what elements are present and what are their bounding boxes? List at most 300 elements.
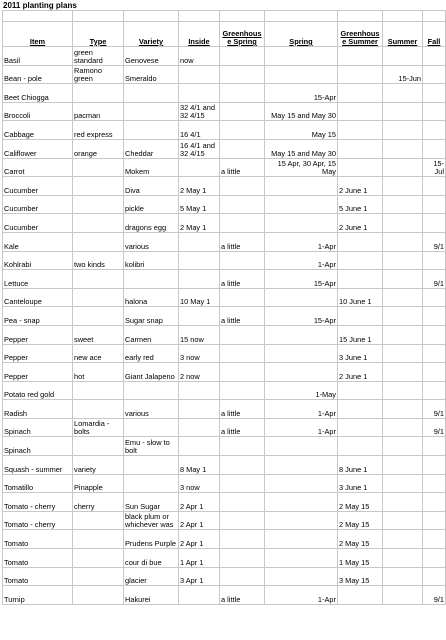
table-cell[interactable] [383, 325, 423, 344]
table-cell[interactable]: hot [73, 363, 124, 382]
table-cell[interactable] [338, 307, 383, 326]
table-cell[interactable]: variety [73, 456, 124, 475]
table-cell[interactable] [383, 418, 423, 437]
table-cell[interactable]: new ace [73, 344, 124, 363]
table-cell[interactable]: Emu - slow to bolt [124, 437, 179, 456]
table-cell[interactable]: Cucumber [3, 214, 73, 233]
table-cell[interactable]: 3 now [179, 344, 220, 363]
table-cell[interactable]: Prudens Purple [124, 530, 179, 549]
table-cell[interactable]: 1-Apr [265, 418, 338, 437]
table-row [3, 251, 446, 270]
table-cell[interactable] [73, 530, 124, 549]
table-cell[interactable] [73, 567, 124, 586]
table-cell[interactable] [179, 437, 220, 456]
table-cell[interactable] [338, 437, 383, 456]
table-cell[interactable]: a little [220, 586, 265, 605]
table-cell[interactable] [265, 65, 338, 84]
column-header[interactable]: Fall [423, 22, 446, 47]
table-cell[interactable] [423, 549, 446, 568]
table-cell[interactable] [220, 177, 265, 196]
table-cell[interactable] [220, 102, 265, 121]
table-cell[interactable]: 8 June 1 [338, 456, 383, 475]
table-cell[interactable] [423, 288, 446, 307]
table-cell[interactable]: Spinach [3, 418, 73, 437]
table-cell[interactable] [383, 344, 423, 363]
table-cell[interactable] [220, 195, 265, 214]
table-cell[interactable] [220, 567, 265, 586]
table-cell[interactable]: 9/1 [423, 270, 446, 289]
table-cell[interactable] [73, 158, 124, 177]
table-cell[interactable]: 3 Apr 1 [179, 567, 220, 586]
table-cell[interactable]: Carmen [124, 325, 179, 344]
table-cell[interactable]: 9/1 [423, 586, 446, 605]
table-cell[interactable] [383, 288, 423, 307]
table-cell[interactable] [73, 400, 124, 419]
table-cell[interactable] [383, 549, 423, 568]
table-cell[interactable]: May 15 and May 30 [265, 139, 338, 158]
table-cell[interactable] [383, 437, 423, 456]
table-cell[interactable] [338, 47, 383, 66]
table-cell[interactable] [265, 437, 338, 456]
table-cell[interactable]: sweet [73, 325, 124, 344]
table-cell[interactable] [73, 586, 124, 605]
table-cell[interactable]: Pinapple [73, 474, 124, 493]
table-cell[interactable]: Cucumber [3, 177, 73, 196]
table-cell[interactable]: a little [220, 400, 265, 419]
table-cell[interactable]: 1-Apr [265, 251, 338, 270]
table-cell[interactable]: 15 Apr, 30 Apr, 15 May [265, 158, 338, 177]
table-cell[interactable] [73, 437, 124, 456]
table-cell[interactable] [423, 567, 446, 586]
table-cell[interactable] [338, 400, 383, 419]
table-cell[interactable] [423, 47, 446, 66]
table-cell[interactable] [265, 530, 338, 549]
table-row [3, 195, 446, 214]
table-cell[interactable] [179, 65, 220, 84]
table-cell[interactable] [265, 214, 338, 233]
table-cell[interactable]: Tomato - cherry [3, 511, 73, 530]
table-cell[interactable] [265, 549, 338, 568]
table-cell[interactable]: Sun Sugar [124, 493, 179, 512]
table-cell[interactable]: 2 May 15 [338, 511, 383, 530]
table-cell[interactable]: 15 June 1 [338, 325, 383, 344]
table-cell[interactable]: Canteloupe [3, 288, 73, 307]
table-cell[interactable] [383, 567, 423, 586]
table-cell[interactable] [220, 214, 265, 233]
table-cell[interactable] [265, 177, 338, 196]
table-cell[interactable]: 1-Apr [265, 232, 338, 251]
table-cell[interactable]: 15-Apr [265, 84, 338, 103]
table-cell[interactable]: 9/1 [423, 232, 446, 251]
table-cell[interactable]: dragons egg [124, 214, 179, 233]
table-cell[interactable] [383, 493, 423, 512]
table-cell[interactable] [423, 102, 446, 121]
table-cell[interactable] [220, 344, 265, 363]
table-cell[interactable] [423, 214, 446, 233]
table-cell[interactable] [383, 177, 423, 196]
table-cell[interactable] [73, 177, 124, 196]
table-cell[interactable] [73, 381, 124, 400]
table-cell[interactable] [383, 307, 423, 326]
table-cell[interactable]: pacman [73, 102, 124, 121]
empty-cell[interactable] [124, 11, 179, 22]
table-row [3, 567, 446, 586]
table-cell[interactable] [220, 325, 265, 344]
table-cell[interactable] [423, 381, 446, 400]
table-cell[interactable]: 3 now [179, 474, 220, 493]
table-cell[interactable] [265, 325, 338, 344]
table-cell[interactable]: Lomardia -bolts [73, 418, 124, 437]
table-row [3, 307, 446, 326]
table-cell[interactable]: 1-May [265, 381, 338, 400]
table-cell[interactable]: 32 4/1 and 32 4/15 [179, 102, 220, 121]
table-cell[interactable]: 2 June 1 [338, 177, 383, 196]
table-cell[interactable] [220, 511, 265, 530]
table-cell[interactable]: Radish [3, 400, 73, 419]
table-cell[interactable] [179, 232, 220, 251]
table-cell[interactable] [383, 586, 423, 605]
table-row [3, 586, 446, 605]
table-cell[interactable] [265, 493, 338, 512]
table-cell[interactable] [220, 65, 265, 84]
table-cell[interactable] [338, 65, 383, 84]
column-header[interactable]: Inside [179, 22, 220, 47]
table-cell[interactable]: Kale [3, 232, 73, 251]
table-cell[interactable] [383, 84, 423, 103]
table-cell[interactable] [338, 418, 383, 437]
table-cell[interactable] [423, 84, 446, 103]
table-cell[interactable]: Cheddar [124, 139, 179, 158]
table-cell[interactable]: kolibri [124, 251, 179, 270]
table-cell[interactable]: 10 June 1 [338, 288, 383, 307]
table-cell[interactable]: 5 May 1 [179, 195, 220, 214]
table-cell[interactable] [73, 511, 124, 530]
table-cell[interactable] [265, 363, 338, 382]
table-cell[interactable] [423, 307, 446, 326]
table-cell[interactable] [383, 363, 423, 382]
table-cell[interactable] [338, 121, 383, 140]
table-cell[interactable]: two kinds [73, 251, 124, 270]
table-row [3, 511, 446, 530]
table-cell[interactable]: early red [124, 344, 179, 363]
table-cell[interactable]: Kohlrabi [3, 251, 73, 270]
table-cell[interactable] [423, 177, 446, 196]
table-cell[interactable]: 1-Apr [265, 400, 338, 419]
table-cell[interactable] [338, 270, 383, 289]
table-cell[interactable] [383, 47, 423, 66]
table-cell[interactable]: Lettuce [3, 270, 73, 289]
table-cell[interactable] [220, 493, 265, 512]
table-cell[interactable] [220, 381, 265, 400]
table-cell[interactable] [423, 195, 446, 214]
table-cell[interactable] [338, 232, 383, 251]
table-cell[interactable] [265, 47, 338, 66]
table-cell[interactable] [423, 251, 446, 270]
table-cell[interactable]: 2 May 15 [338, 530, 383, 549]
planting-table [2, 10, 446, 605]
table-cell[interactable] [338, 84, 383, 103]
table-cell[interactable]: Tomato [3, 530, 73, 549]
table-cell[interactable] [383, 251, 423, 270]
table-cell[interactable]: pickle [124, 195, 179, 214]
table-cell[interactable] [383, 456, 423, 475]
table-cell[interactable] [220, 251, 265, 270]
table-cell[interactable] [338, 102, 383, 121]
table-cell[interactable]: green standard [73, 47, 124, 66]
table-cell[interactable] [220, 456, 265, 475]
table-cell[interactable]: 9/1 [423, 418, 446, 437]
table-cell[interactable] [220, 363, 265, 382]
table-cell[interactable]: 2 now [179, 363, 220, 382]
table-cell[interactable] [265, 288, 338, 307]
table-cell[interactable] [179, 307, 220, 326]
table-cell[interactable] [124, 474, 179, 493]
table-cell[interactable]: 1 May 15 [338, 549, 383, 568]
table-cell[interactable] [423, 325, 446, 344]
table-cell[interactable] [265, 474, 338, 493]
table-row [3, 139, 446, 158]
table-cell[interactable]: 15-Jul [423, 158, 446, 177]
table-cell[interactable]: Giant Jalapeno [124, 363, 179, 382]
table-cell[interactable] [220, 121, 265, 140]
table-row [3, 232, 446, 251]
table-cell[interactable] [383, 400, 423, 419]
table-cell[interactable] [220, 47, 265, 66]
table-cell[interactable] [383, 511, 423, 530]
empty-cell[interactable] [383, 11, 423, 22]
table-cell[interactable] [383, 530, 423, 549]
table-cell[interactable]: Genovese [124, 47, 179, 66]
table-cell[interactable]: 16 4/1 and 32 4/15 [179, 139, 220, 158]
table-cell[interactable] [423, 474, 446, 493]
table-cell[interactable] [423, 139, 446, 158]
table-cell[interactable]: now [179, 47, 220, 66]
table-cell[interactable] [124, 456, 179, 475]
table-cell[interactable]: Pea - snap [3, 307, 73, 326]
table-cell[interactable] [383, 214, 423, 233]
table-cell[interactable]: 2 May 1 [179, 177, 220, 196]
column-header[interactable]: Greenhouse Spring [220, 22, 265, 47]
table-cell[interactable] [338, 139, 383, 158]
table-cell[interactable] [124, 102, 179, 121]
table-cell[interactable] [423, 437, 446, 456]
table-cell[interactable] [124, 418, 179, 437]
table-cell[interactable]: 5 June 1 [338, 195, 383, 214]
table-cell[interactable] [265, 195, 338, 214]
table-cell[interactable] [179, 381, 220, 400]
table-cell[interactable]: Cabbage [3, 121, 73, 140]
table-cell[interactable] [179, 84, 220, 103]
table-cell[interactable]: 3 June 1 [338, 474, 383, 493]
table-cell[interactable]: Cucumber [3, 195, 73, 214]
table-cell[interactable]: black plum or whichever was [124, 511, 179, 530]
table-cell[interactable] [423, 530, 446, 549]
table-cell[interactable]: 2 June 1 [338, 363, 383, 382]
table-cell[interactable] [73, 195, 124, 214]
table-cell[interactable] [423, 344, 446, 363]
table-cell[interactable]: Basil [3, 47, 73, 66]
table-cell[interactable]: 2 June 1 [338, 214, 383, 233]
table-cell[interactable]: 10 May 1 [179, 288, 220, 307]
table-cell[interactable] [220, 139, 265, 158]
table-cell[interactable]: halona [124, 288, 179, 307]
table-cell[interactable] [265, 567, 338, 586]
table-cell[interactable]: Potato red gold [3, 381, 73, 400]
table-cell[interactable] [338, 586, 383, 605]
table-cell[interactable] [383, 381, 423, 400]
empty-cell[interactable] [265, 11, 338, 22]
table-cell[interactable] [265, 456, 338, 475]
table-cell[interactable] [124, 121, 179, 140]
table-cell[interactable]: Tomatillo [3, 474, 73, 493]
table-cell[interactable]: 15-Apr [265, 307, 338, 326]
table-cell[interactable] [220, 530, 265, 549]
table-cell[interactable] [220, 549, 265, 568]
table-cell[interactable] [265, 344, 338, 363]
table-cell[interactable]: Sugar snap [124, 307, 179, 326]
table-cell[interactable] [265, 511, 338, 530]
empty-cell[interactable] [220, 11, 265, 22]
table-cell[interactable] [423, 511, 446, 530]
table-cell[interactable]: red express [73, 121, 124, 140]
table-cell[interactable] [220, 474, 265, 493]
table-cell[interactable] [73, 288, 124, 307]
table-cell[interactable] [383, 270, 423, 289]
table-cell[interactable]: Smeraldo [124, 65, 179, 84]
table-cell[interactable]: 3 June 1 [338, 344, 383, 363]
table-cell[interactable] [220, 84, 265, 103]
table-cell[interactable]: a little [220, 158, 265, 177]
table-cell[interactable]: Broccoli [3, 102, 73, 121]
table-cell[interactable]: May 15 [265, 121, 338, 140]
empty-cell[interactable] [423, 11, 446, 22]
table-cell[interactable] [179, 270, 220, 289]
table-cell[interactable] [179, 586, 220, 605]
table-cell[interactable] [383, 195, 423, 214]
table-cell[interactable]: cherry [73, 493, 124, 512]
table-cell[interactable]: Tomato [3, 567, 73, 586]
table-cell[interactable] [179, 418, 220, 437]
table-cell[interactable]: Hakurei [124, 586, 179, 605]
table-cell[interactable]: Spinach [3, 437, 73, 456]
table-cell[interactable] [73, 549, 124, 568]
table-cell[interactable]: Carrot [3, 158, 73, 177]
table-cell[interactable] [220, 288, 265, 307]
table-cell[interactable]: Squash - summer [3, 456, 73, 475]
column-header[interactable]: Variety [124, 22, 179, 47]
table-cell[interactable]: 2 Apr 1 [179, 530, 220, 549]
table-cell[interactable] [179, 400, 220, 419]
table-cell[interactable]: orange [73, 139, 124, 158]
table-cell[interactable] [383, 121, 423, 140]
table-cell[interactable]: 8 May 1 [179, 456, 220, 475]
table-cell[interactable]: Pepper [3, 363, 73, 382]
table-cell[interactable] [73, 214, 124, 233]
table-cell[interactable] [179, 251, 220, 270]
table-cell[interactable]: Pepper [3, 325, 73, 344]
table-cell[interactable] [383, 139, 423, 158]
table-cell[interactable]: Califlower [3, 139, 73, 158]
table-cell[interactable]: 2 Apr 1 [179, 511, 220, 530]
table-cell[interactable] [423, 493, 446, 512]
table-cell[interactable]: 1-Apr [265, 586, 338, 605]
table-cell[interactable] [73, 307, 124, 326]
table-cell[interactable]: 15 now [179, 325, 220, 344]
table-cell[interactable] [124, 381, 179, 400]
table-cell[interactable] [423, 65, 446, 84]
table-cell[interactable]: 15-Jun [383, 65, 423, 84]
table-cell[interactable]: various [124, 400, 179, 419]
table-cell[interactable] [73, 270, 124, 289]
table-cell[interactable]: May 15 and May 30 [265, 102, 338, 121]
column-header[interactable]: Greenhouse Summer [338, 22, 383, 47]
table-cell[interactable] [423, 121, 446, 140]
table-cell[interactable]: 9/1 [423, 400, 446, 419]
table-cell[interactable]: Tomato [3, 549, 73, 568]
table-cell[interactable] [383, 474, 423, 493]
table-cell[interactable] [220, 437, 265, 456]
table-cell[interactable] [423, 363, 446, 382]
column-header[interactable]: Summer [383, 22, 423, 47]
table-cell[interactable] [383, 232, 423, 251]
table-cell[interactable]: glacier [124, 567, 179, 586]
table-cell[interactable] [338, 158, 383, 177]
table-cell[interactable] [73, 232, 124, 251]
table-cell[interactable]: various [124, 232, 179, 251]
column-header[interactable]: Spring [265, 22, 338, 47]
column-header[interactable]: Type [73, 22, 124, 47]
table-row [3, 102, 446, 121]
table-cell[interactable]: a little [220, 232, 265, 251]
table-cell[interactable] [124, 84, 179, 103]
table-cell[interactable]: Diva [124, 177, 179, 196]
table-cell[interactable]: 2 Apr 1 [179, 493, 220, 512]
table-cell[interactable] [383, 102, 423, 121]
table-cell[interactable]: a little [220, 307, 265, 326]
table-cell[interactable]: Ramono green [73, 65, 124, 84]
table-cell[interactable]: a little [220, 270, 265, 289]
table-row [3, 65, 446, 84]
table-cell[interactable]: Beet Chiogga [3, 84, 73, 103]
table-cell[interactable]: 15-Apr [265, 270, 338, 289]
table-cell[interactable]: a little [220, 418, 265, 437]
table-cell[interactable] [124, 270, 179, 289]
table-cell[interactable]: 16 4/1 [179, 121, 220, 140]
table-cell[interactable] [179, 158, 220, 177]
empty-cell[interactable] [73, 11, 124, 22]
table-cell[interactable] [423, 456, 446, 475]
table-cell[interactable]: cour di bue [124, 549, 179, 568]
table-cell[interactable]: Bean - pole [3, 65, 73, 84]
table-cell[interactable]: 2 May 15 [338, 493, 383, 512]
table-cell[interactable] [338, 381, 383, 400]
column-header[interactable]: Item [3, 22, 73, 47]
table-row [3, 363, 446, 382]
table-cell[interactable]: Turnip [3, 586, 73, 605]
table-cell[interactable]: 3 May 15 [338, 567, 383, 586]
table-cell[interactable]: 1 Apr 1 [179, 549, 220, 568]
table-cell[interactable]: Mokem [124, 158, 179, 177]
empty-cell[interactable] [338, 11, 383, 22]
table-cell[interactable]: Tomato - cherry [3, 493, 73, 512]
empty-cell[interactable] [179, 11, 220, 22]
table-cell[interactable]: Pepper [3, 344, 73, 363]
table-cell[interactable] [73, 84, 124, 103]
empty-cell[interactable] [3, 11, 73, 22]
table-cell[interactable]: 2 May 1 [179, 214, 220, 233]
table-cell[interactable] [383, 158, 423, 177]
table-cell[interactable] [338, 251, 383, 270]
